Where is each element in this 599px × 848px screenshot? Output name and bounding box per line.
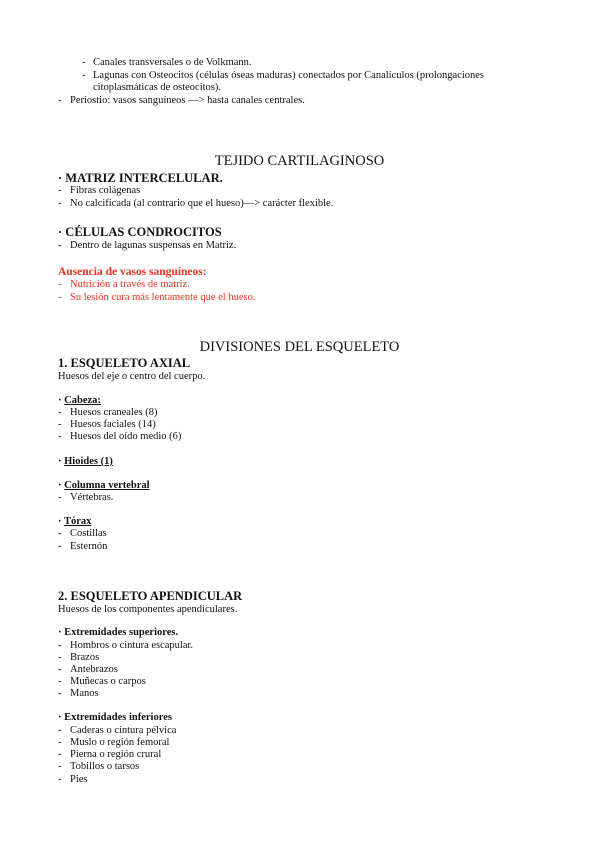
list-dash: -: [58, 198, 62, 209]
heading-vasos: Ausencia de vasos sanguíneos:: [58, 266, 207, 278]
list-item: Vértebras.: [70, 492, 114, 503]
section-title-divisiones: DIVISIONES DEL ESQUELETO: [199, 339, 400, 355]
list-dash: -: [58, 749, 62, 760]
heading-inferiores: · Extremidades inferiores: [58, 712, 172, 723]
list-dash: -: [58, 407, 62, 418]
heading-axial: 1. ESQUELETO AXIAL: [58, 356, 191, 370]
list-item: Antebrazos: [70, 664, 118, 675]
list-item: Nutrición a través de matriz.: [70, 279, 190, 290]
list-item: Tobillos o tarsos: [70, 761, 140, 772]
list-dash: -: [58, 279, 62, 290]
list-dash: -: [58, 492, 62, 503]
list-item: Huesos faciales (14): [70, 419, 156, 430]
list-item: Canales transversales o de Volkmann.: [93, 57, 252, 68]
list-dash: -: [58, 640, 62, 651]
heading-torax: · Tórax: [58, 516, 92, 527]
list-dash: -: [58, 528, 62, 539]
list-item: Esternón: [70, 541, 108, 552]
list-item: Manos: [70, 688, 99, 699]
list-dash: -: [58, 185, 62, 196]
heading-celulas: · CÉLULAS CONDROCITOS: [58, 225, 222, 239]
list-item: No calcificada (al contrario que el hueso)—> carácter flexible.: [70, 198, 334, 209]
list-dash: -: [58, 431, 62, 442]
list-item: Huesos del oído medio (6): [70, 431, 182, 442]
heading-columna: · Columna vertebral: [58, 480, 150, 491]
list-dash: -: [58, 688, 62, 699]
axial-description: Huesos del eje o centro del cuerpo.: [58, 371, 206, 382]
list-item: Huesos craneales (8): [70, 407, 158, 418]
heading-matriz: · MATRIZ INTERCELULAR.: [58, 171, 223, 185]
list-dash: -: [58, 725, 62, 736]
list-dash: -: [58, 292, 62, 303]
list-dash: -: [58, 541, 62, 552]
list-dash: -: [82, 57, 86, 68]
list-item-periostio: Periostio: vasos sanguíneos —> hasta canales centrales.: [70, 95, 305, 106]
heading-hioides: · Hioides (1): [58, 456, 113, 467]
list-dash: -: [58, 664, 62, 675]
list-dash: -: [58, 240, 62, 251]
list-dash: -: [58, 676, 62, 687]
heading-cabeza: · Cabeza:: [58, 395, 101, 406]
apendicular-description: Huesos de los componentes apendiculares.: [58, 604, 238, 615]
list-dash: -: [58, 419, 62, 430]
list-dash: -: [58, 95, 62, 106]
list-item: Muslo o región femoral: [70, 737, 170, 748]
list-dash: -: [58, 652, 62, 663]
list-item: Muñecas o carpos: [70, 676, 146, 687]
list-item: Dentro de lagunas suspensas en Matriz.: [70, 240, 237, 251]
section-title-cartilaginoso: TEJIDO CARTILAGINOSO: [214, 153, 385, 169]
heading-apendicular: 2. ESQUELETO APENDICULAR: [58, 589, 243, 603]
list-item: Costillas: [70, 528, 107, 539]
list-item: Pierna o región crural: [70, 749, 162, 760]
list-dash: -: [58, 761, 62, 772]
list-dash: -: [58, 774, 62, 785]
list-item: Lagunas con Osteocitos (células óseas maduras) conectados por Canalículos (prolongaciones: [93, 70, 485, 81]
list-item: Su lesión cura más lentamente que el hueso.: [70, 292, 256, 303]
list-dash: -: [58, 737, 62, 748]
list-item: Brazos: [70, 652, 100, 663]
heading-superiores: · Extremidades superiores.: [58, 627, 179, 638]
list-item: Pies: [70, 774, 88, 785]
list-item: Fibras colágenas: [70, 185, 141, 196]
list-item-continued: citoplasmáticas de osteocitos).: [93, 82, 222, 93]
list-item: Hombros o cintura escapular.: [70, 640, 194, 651]
list-dash: -: [82, 70, 86, 81]
list-item: Caderas o cintura pélvica: [70, 725, 177, 736]
